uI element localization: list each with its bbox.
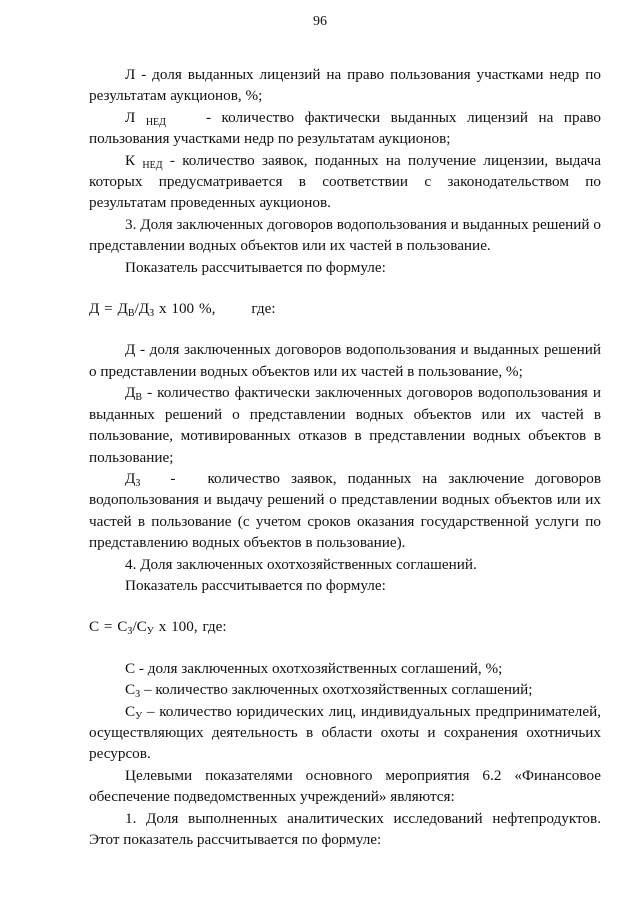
document-body [89, 64, 601, 850]
paragraph-hunting-heading: 4. Доля заключенных охотхозяйственных соглашений. [125, 555, 477, 573]
paragraph-water-share-definition: Д - доля заключенных договоров водопользования и выданных решений о представлении водных объектов или их частей в пользование, %; [89, 341, 601, 380]
paragraph-formula-intro: Показатель рассчитывается по формуле: [125, 258, 386, 276]
paragraph-license-share-definition: Л - доля выданных лицензий на право пользования участками недр по результатам аукционов, %; [89, 66, 601, 105]
paragraph-oil-analysis: 1. Доля выполненных аналитических исследований нефтепродуктов. Этот показатель рассчитывается по формуле: [89, 809, 601, 848]
symbol-subscript: НЕД [145, 116, 166, 128]
paragraph-formula-intro-2: Показатель рассчитывается по формуле: [125, 576, 386, 594]
symbol: К [125, 151, 136, 169]
paragraph-water-contracts-concluded: $Д_В$ - количество фактически заключенных договоров водопользования и выданных решений о представлении водных объектов или их частей в пользование, мотивированных отказов в представлении водных объектов в пользование; [89, 384, 602, 466]
symbol-subscript: НЕД [142, 159, 163, 171]
paragraph-water-contracts-heading: 3. Доля заключенных договоров водопользования и выданных решений о представлении водных объектов или их частей в пользование. [89, 215, 601, 255]
paragraph-hunting-agreements: $С_З$ – количество заключенных охотхозяйственных соглашений; [125, 681, 533, 701]
formula-water-share: $Д = Д_В/Д_З$ х 100 %, где: [89, 300, 276, 320]
paragraph-water-applications: $Д_З$ - количество заявок, поданных на заключение договоров водопользования и выдачу решений о представлении водных объектов или их частей в пользование (с учетом сроков оказания государственной услуги по представлению водных объектов в пользование). [89, 469, 601, 552]
formula-hunting-share: $С = С_З/С_У$ х 100, где: [89, 618, 227, 638]
paragraph-licenses-issued: Л $_{НЕД}$ - количество фактически выданных лицензий на право пользования участками недр по результатам аукционов; [89, 108, 602, 148]
page-number: 96 [313, 14, 327, 29]
paragraph-hunting-entities: $С_У$ – количество юридических лиц, индивидуальных предпринимателей, осуществляющих деятельность в области охоты и сохранения охотничьих ресурсов. [89, 702, 601, 763]
paragraph-license-applications: К $_{НЕД}$ - количество заявок, поданных на получение лицензии, выдача которых предусматривается в соответствии с законодательством по результатам проведенных аукционов. [89, 151, 602, 212]
paragraph-target-indicators: Целевыми показателями основного мероприятия 6.2 «Финансовое обеспечение подведомственных учреждений» являются: [89, 766, 601, 806]
paragraph-hunting-share-definition: С - доля заключенных охотхозяйственных соглашений, %; [125, 659, 503, 677]
symbol: Л [125, 108, 136, 126]
